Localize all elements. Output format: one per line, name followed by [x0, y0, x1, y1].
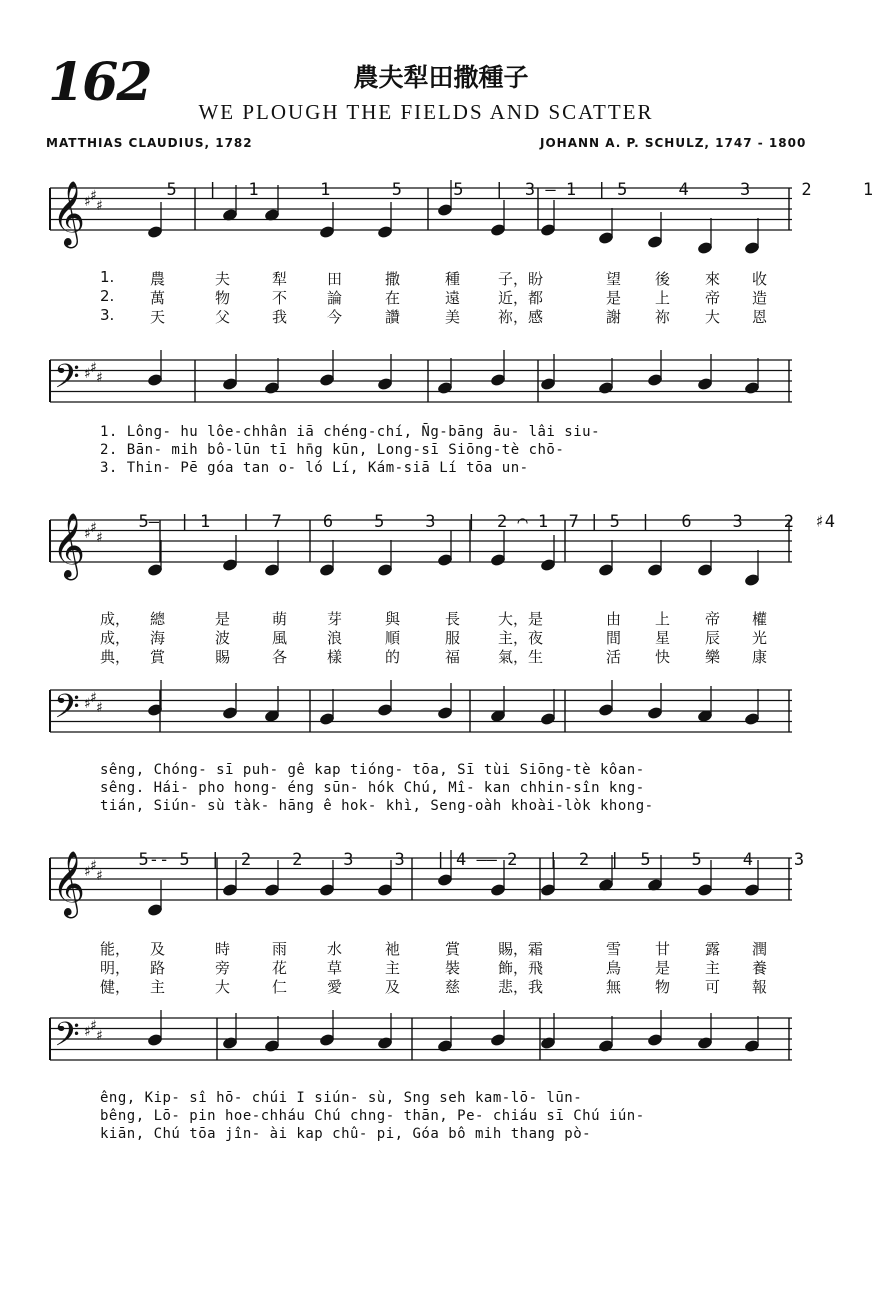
jianpu-line-2: 5— | 1 | 7 6 5 3 | 2 ⌒ 1 7 | 5 | 6 3 2 ♯4 [138, 512, 835, 532]
hanzi-lyric: 康 [752, 648, 768, 666]
romanized-lyric: sêng. Hái- pho hong- éng sūn- hók Chú, Mî- kan chhin-sîn kng- [100, 780, 645, 796]
romanized-lyric: 2. Bān- mih bô-lūn tī hn̄g kūn, Long-sī Siōng-tè chō- [100, 442, 565, 458]
romanized-lyric: bêng, Lō- pin hoe-chháu Chú chng- thān, Pe- chiáu sī Chú iún- [100, 1108, 645, 1124]
hanzi-lyric: 水 [327, 940, 343, 958]
hanzi-lyric: 樣 [327, 648, 343, 666]
hanzi-lyric: 成， [100, 610, 131, 628]
hanzi-lyric: 飾，飛 [498, 959, 544, 977]
jianpu-line-3: 5-- 5 | 2 2 3 3 | 4 —— 2 | 2 | 5 5 4 3 [138, 850, 805, 870]
hanzi-lyric: 順 [385, 629, 401, 647]
hanzi-lyric: 犁 [272, 270, 288, 288]
hanzi-lyric: 快 [655, 648, 671, 666]
hanzi-lyric: 光 [752, 629, 768, 647]
clef-symbol: 𝄢 [54, 1016, 80, 1062]
hanzi-lyric: 不 [272, 289, 288, 307]
hanzi-lyric: 帝 [705, 610, 721, 628]
hanzi-lyric: 養 [752, 959, 768, 977]
hanzi-lyric: 各 [272, 648, 288, 666]
romanized-lyric: kiān, Chú tōa jîn- ài kap chû- pi, Góa bô mih thang pò- [100, 1126, 592, 1142]
hanzi-lyric: 仁 [272, 978, 288, 996]
hanzi-lyric: 甘 [655, 940, 671, 958]
hanzi-lyric: 辰 [705, 629, 721, 647]
hanzi-lyric: 遠 [445, 289, 461, 307]
clef-symbol: 𝄢 [54, 358, 80, 404]
hanzi-lyric: 父 [215, 308, 231, 326]
hanzi-lyric: 長 [445, 610, 461, 628]
hanzi-lyric: 3. [100, 306, 115, 324]
hanzi-lyric: 星 [655, 629, 671, 647]
hanzi-lyric: 旁 [215, 959, 231, 977]
clef-symbol: ♯ [96, 1028, 103, 1044]
hanzi-lyric: 報 [752, 978, 768, 996]
hanzi-lyric: 祂 [385, 940, 401, 958]
hanzi-lyric: 賜 [215, 648, 231, 666]
clef-symbol: ♯ [96, 868, 103, 884]
clef-symbol: ♯ [84, 1024, 91, 1040]
hanzi-lyric: 種 [445, 270, 461, 288]
lyricist-credit: MATTHIAS CLAUDIUS, 1782 [46, 136, 253, 150]
hanzi-lyric: 天 [150, 308, 166, 326]
hanzi-lyric: 物 [215, 289, 231, 307]
romanized-lyric: êng, Kip- sî hō- chúi I siún- sù, Sng seh kam-lō- lūn- [100, 1090, 583, 1106]
hanzi-lyric: 我 [272, 308, 288, 326]
hanzi-lyric: 是 [215, 610, 231, 628]
english-title: WE PLOUGH THE FIELDS AND SCATTER [198, 100, 654, 124]
hanzi-lyric: 主，夜 [498, 629, 544, 647]
hanzi-lyric: 浪 [327, 629, 343, 647]
hanzi-lyric: 鳥 [606, 959, 622, 977]
clef-symbol: 𝄞 [52, 513, 86, 578]
clef-symbol: ♯ [90, 520, 97, 536]
hanzi-lyric: 間 [606, 629, 622, 647]
hanzi-lyric: 賜，霜 [498, 940, 544, 958]
hanzi-lyric: 主 [150, 978, 166, 996]
hanzi-lyric: 撒 [385, 270, 401, 288]
hanzi-lyric: 造 [752, 289, 768, 307]
hanzi-lyric: 物 [655, 978, 671, 996]
hanzi-lyric: 賞 [150, 648, 166, 666]
jianpu-line-1: 5 | 1 1 5 5 | 3 — 1 | 5 4 3 2 1 [166, 180, 873, 200]
hanzi-lyric: 由 [606, 610, 622, 628]
hanzi-lyric: 近，都 [498, 289, 544, 307]
hanzi-lyric: 農 [150, 270, 166, 288]
hanzi-lyric: 樂 [705, 648, 721, 666]
clef-symbol: ♯ [90, 690, 97, 706]
clef-symbol: 𝄞 [52, 181, 86, 246]
hanzi-lyric: 來 [705, 270, 721, 288]
hanzi-lyric: 草 [327, 959, 343, 977]
clef-symbol: ♯ [90, 188, 97, 204]
hanzi-lyric: 賞 [445, 940, 461, 958]
hanzi-lyric: 權 [752, 610, 768, 628]
clef-symbol: 𝄢 [54, 688, 80, 734]
hanzi-lyric: 是 [606, 289, 622, 307]
chinese-title: 農夫犁田撒種子 [353, 63, 529, 92]
clef-symbol: ♯ [84, 864, 91, 880]
hanzi-lyric: 路 [150, 959, 166, 977]
hanzi-lyric: 風 [272, 629, 288, 647]
hanzi-lyric: 大，是 [498, 610, 544, 628]
hanzi-lyric: 謝 [606, 308, 622, 326]
hanzi-lyric: 與 [385, 610, 401, 628]
hanzi-lyric: 萬 [150, 289, 166, 307]
hanzi-lyric: 雪 [606, 940, 622, 958]
hanzi-lyric: 論 [327, 289, 343, 307]
hanzi-lyric: 大 [215, 978, 231, 996]
hanzi-lyric: 是 [655, 959, 671, 977]
hanzi-lyric: 服 [445, 629, 461, 647]
hanzi-lyric: 田 [327, 270, 343, 288]
hanzi-lyric: 裝 [445, 959, 461, 977]
hanzi-lyric: 慈 [445, 978, 461, 996]
clef-symbol: ♯ [96, 700, 103, 716]
hanzi-lyric: 在 [385, 289, 401, 307]
hanzi-lyric: 夫 [215, 270, 231, 288]
hanzi-lyric: 活 [606, 648, 622, 666]
hanzi-lyric: 祢，感 [498, 308, 544, 326]
hanzi-lyric: 後 [655, 270, 671, 288]
hanzi-lyric: 海 [150, 629, 166, 647]
hanzi-lyric: 2. [100, 287, 115, 305]
clef-symbol: ♯ [84, 194, 91, 210]
clef-symbol: ♯ [90, 360, 97, 376]
romanized-lyric: 1. Lông- hu lôe-chhân iā chéng-chí, N̄g-bāng āu- lâi siu- [100, 424, 601, 440]
hanzi-lyric: 時 [215, 940, 231, 958]
hanzi-lyric: 雨 [272, 940, 288, 958]
clef-symbol: ♯ [96, 198, 103, 214]
clef-symbol: ♯ [84, 696, 91, 712]
composer-credit: JOHANN A. P. SCHULZ, 1747 - 1800 [540, 136, 807, 150]
hanzi-lyric: 美 [445, 308, 461, 326]
hanzi-lyric: 上 [655, 610, 671, 628]
hanzi-lyric: 收 [752, 270, 768, 288]
hymn-number: 162 [48, 52, 151, 113]
clef-symbol: ♯ [96, 530, 103, 546]
hanzi-lyric: 悲，我 [498, 978, 544, 996]
clef-symbol: ♯ [90, 858, 97, 874]
clef-symbol: ♯ [84, 366, 91, 382]
hanzi-lyric: 主 [705, 959, 721, 977]
hanzi-lyric: 1. [100, 268, 115, 286]
romanized-lyric: 3. Thin- Pē góa tan o- ló Lí, Kám-siā Lí tōa un- [100, 460, 529, 476]
hanzi-lyric: 主 [385, 959, 401, 977]
hanzi-lyric: 今 [327, 308, 343, 326]
hanzi-lyric: 的 [385, 648, 401, 666]
hanzi-lyric: 及 [150, 940, 166, 958]
hanzi-lyric: 總 [150, 610, 166, 628]
hanzi-lyric: 恩 [752, 308, 768, 326]
hanzi-lyric: 福 [445, 648, 461, 666]
hanzi-lyric: 大 [705, 308, 721, 326]
hanzi-lyric: 可 [705, 978, 721, 996]
hanzi-lyric: 無 [606, 978, 622, 996]
hanzi-lyric: 萌 [272, 610, 288, 628]
hanzi-lyric: 望 [606, 270, 622, 288]
hanzi-lyric: 氣，生 [498, 648, 544, 666]
hanzi-lyric: 祢 [655, 308, 671, 326]
hanzi-lyric: 能， [100, 940, 131, 958]
hanzi-lyric: 花 [272, 959, 288, 977]
clef-symbol: 𝄞 [52, 851, 86, 916]
clef-symbol: ♯ [90, 1018, 97, 1034]
hanzi-lyric: 及 [385, 978, 401, 996]
hanzi-lyric: 子，盼 [498, 270, 544, 288]
hanzi-lyric: 露 [705, 940, 721, 958]
clef-symbol: ♯ [96, 370, 103, 386]
hanzi-lyric: 成， [100, 629, 131, 647]
hanzi-lyric: 讚 [385, 308, 401, 326]
romanized-lyric: tián, Siún- sù tàk- hāng ê hok- khì, Seng-oàh khoài-lòk khong- [100, 798, 654, 814]
hanzi-lyric: 上 [655, 289, 671, 307]
hanzi-lyric: 潤 [752, 940, 768, 958]
hanzi-lyric: 健， [100, 978, 131, 996]
hanzi-lyric: 愛 [327, 978, 343, 996]
hanzi-lyric: 芽 [327, 610, 343, 628]
romanized-lyric: sêng, Chóng- sī puh- gê kap tióng- tōa, Sī tùi Siōng-tè kôan- [100, 762, 645, 778]
hanzi-lyric: 帝 [705, 289, 721, 307]
hanzi-lyric: 波 [215, 629, 231, 647]
hanzi-lyric: 典， [100, 648, 131, 666]
hanzi-lyric: 明， [100, 959, 131, 977]
clef-symbol: ♯ [84, 526, 91, 542]
